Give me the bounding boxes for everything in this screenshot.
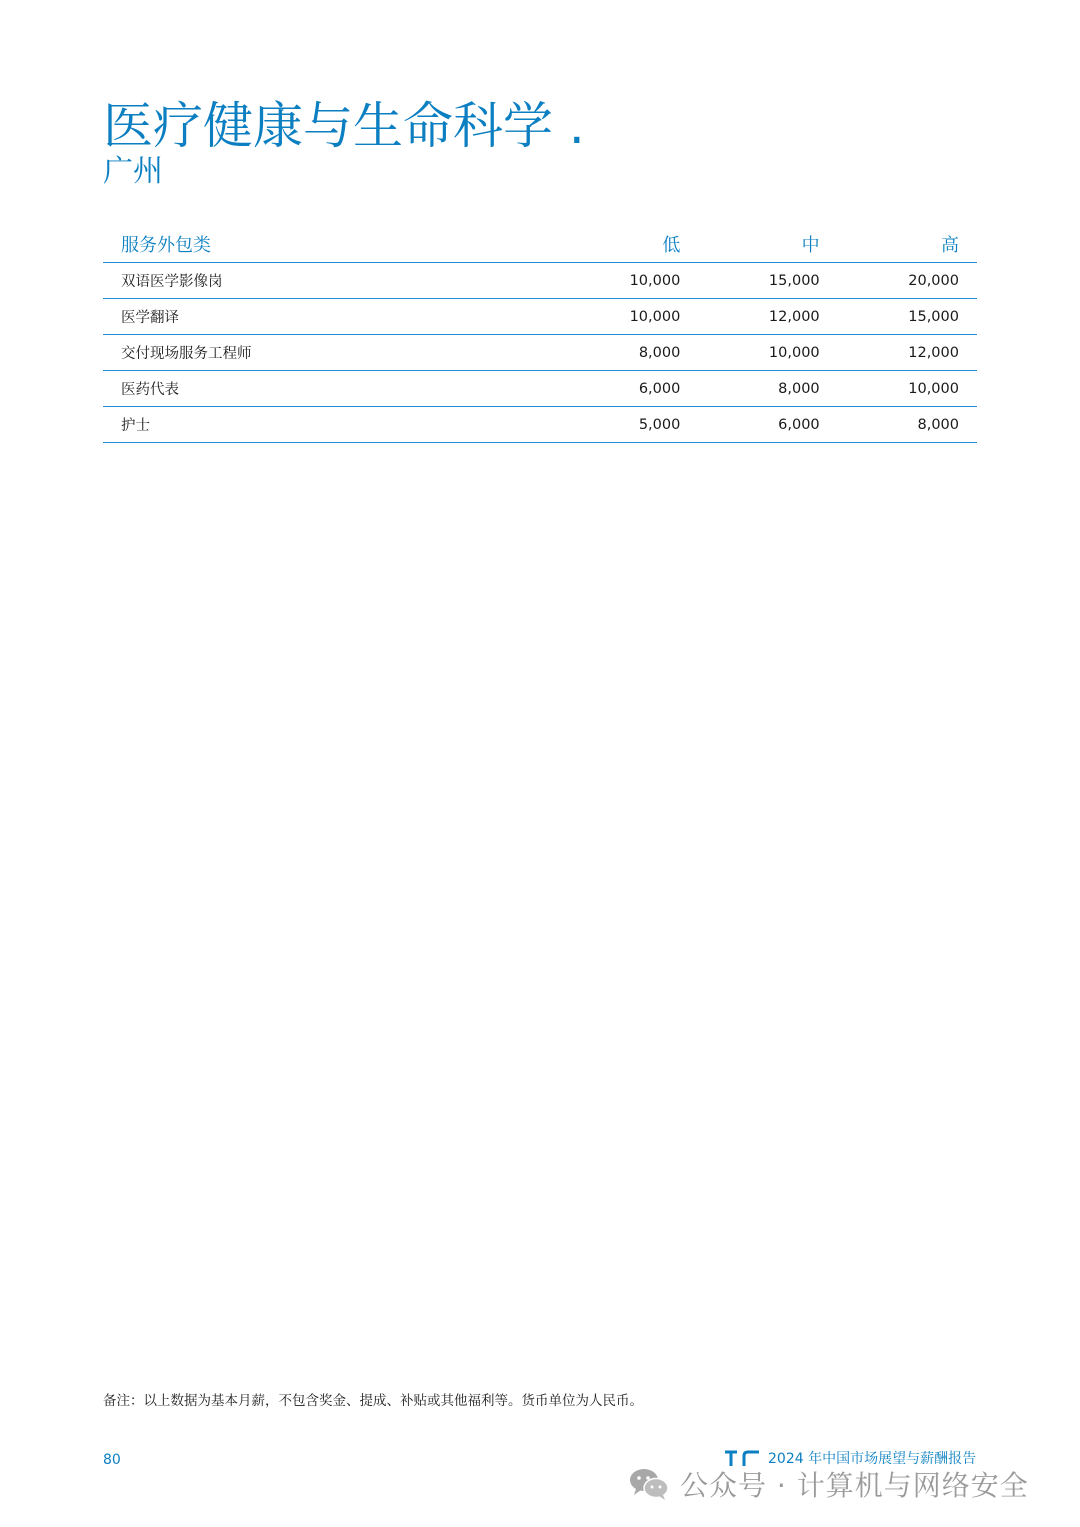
table-row xyxy=(103,371,977,407)
header-high: 高 xyxy=(838,226,977,263)
table-row xyxy=(103,335,977,371)
row-high: 20,000 xyxy=(838,263,977,299)
row-high: 15,000 xyxy=(838,299,977,335)
page-title: 医疗健康与生命科学 . xyxy=(103,97,585,155)
report-title: 2024 年中国市场展望与薪酬报告 xyxy=(768,1451,977,1467)
row-low: 5,000 xyxy=(559,407,698,443)
row-high: 10,000 xyxy=(838,371,977,407)
row-low: 6,000 xyxy=(559,371,698,407)
header-low: 低 xyxy=(559,226,698,263)
row-mid: 10,000 xyxy=(698,335,837,371)
row-low: 10,000 xyxy=(559,263,698,299)
row-low: 10,000 xyxy=(559,299,698,335)
table-header-row xyxy=(103,226,977,263)
page-subtitle-city: 广州 xyxy=(103,154,163,189)
wechat-icon xyxy=(628,1466,670,1502)
row-mid: 15,000 xyxy=(698,263,837,299)
footnote: 备注：以上数据为基本月薪，不包含奖金、提成、补贴或其他福利等。货币单位为人民币。 xyxy=(103,1393,643,1409)
row-role: 医学翻译 xyxy=(103,299,559,335)
row-mid: 12,000 xyxy=(698,299,837,335)
page-number: 80 xyxy=(103,1452,121,1468)
header-category: 服务外包类 xyxy=(103,226,559,263)
table-row xyxy=(103,299,977,335)
watermark-text: 公众号 · 计算机与网络安全 xyxy=(680,1469,1029,1502)
row-low: 8,000 xyxy=(559,335,698,371)
salary-table xyxy=(103,226,977,443)
row-role: 医药代表 xyxy=(103,371,559,407)
row-role: 交付现场服务工程师 xyxy=(103,335,559,371)
watermark xyxy=(628,1464,1029,1504)
header-mid: 中 xyxy=(698,226,837,263)
row-mid: 8,000 xyxy=(698,371,837,407)
row-role: 护士 xyxy=(103,407,559,443)
table-row xyxy=(103,263,977,299)
row-high: 12,000 xyxy=(838,335,977,371)
row-mid: 6,000 xyxy=(698,407,837,443)
row-role: 双语医学影像岗 xyxy=(103,263,559,299)
row-high: 8,000 xyxy=(838,407,977,443)
table-row xyxy=(103,407,977,443)
